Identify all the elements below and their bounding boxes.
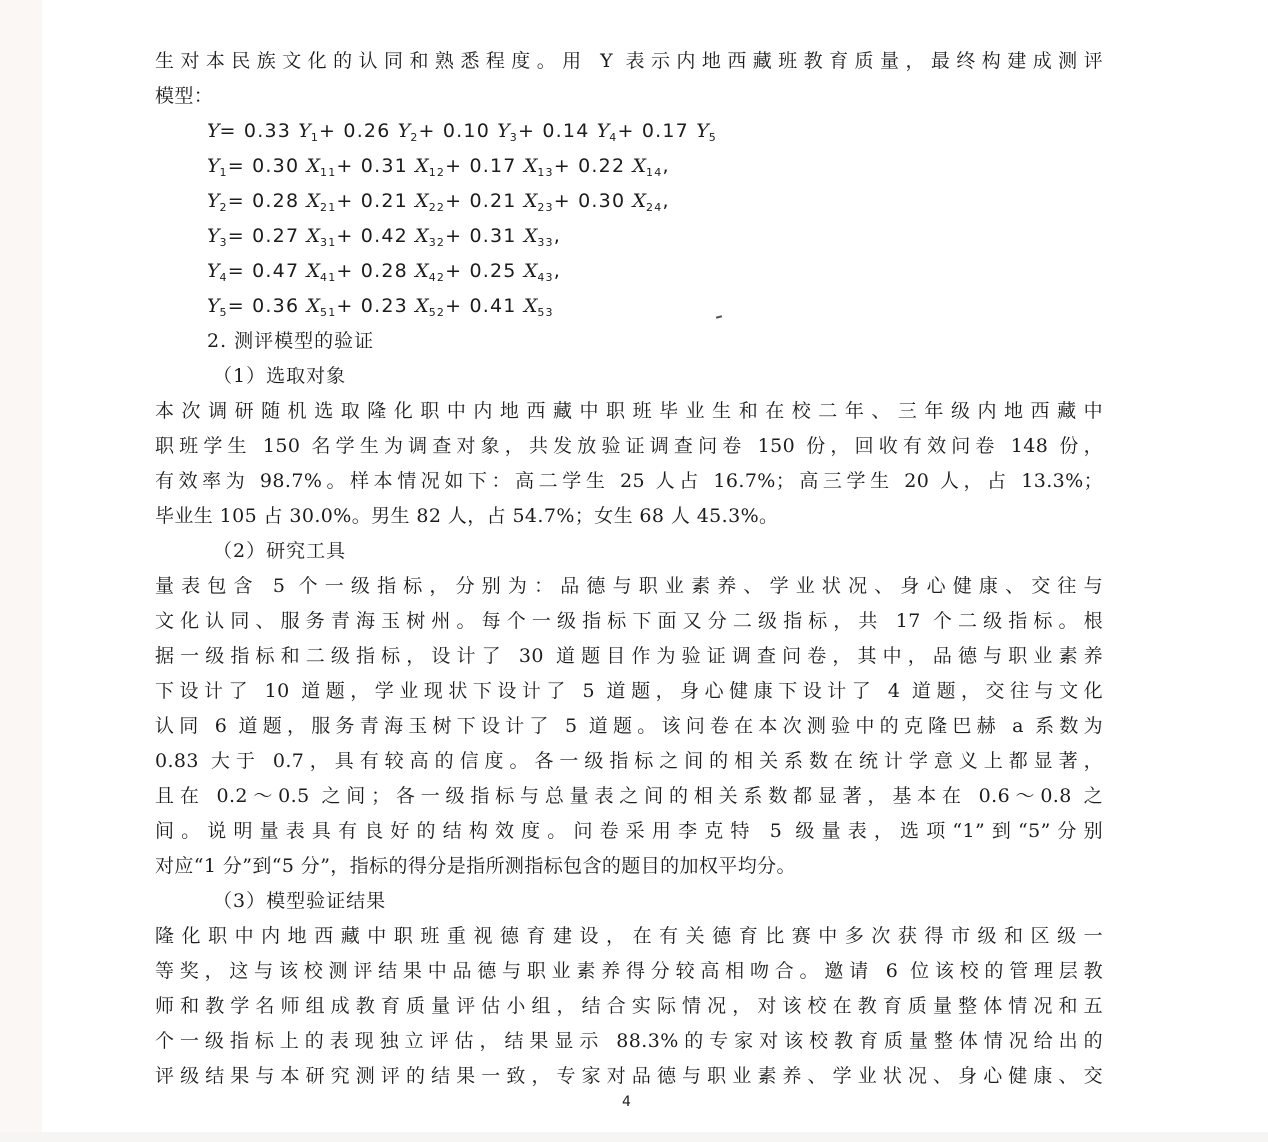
- formula-variable: X: [523, 190, 538, 212]
- formula-variable-subscript: 32: [428, 236, 446, 249]
- formula-coefficient: 0.22: [578, 155, 626, 177]
- paragraph-line: 间。说明量表具有良好的结构效度。问卷采用李克特 5 级量表，选项“1”到“5”分别: [155, 820, 1103, 842]
- formula-coefficient: 0.47: [252, 260, 300, 282]
- formula-variable: X: [523, 225, 538, 247]
- formula-line: $Y_2= 0.28$ $X_{21}+ 0.21$ $X_{22}+ 0.21$ $X_{23}+ 0.30$ $X_{24}$,: [207, 190, 670, 214]
- subsection-2-heading: （2）研究工具: [213, 540, 347, 562]
- formula-variable: X: [306, 260, 321, 282]
- formula-coefficient: 0.14: [542, 120, 590, 142]
- formula-line: $Y_5= 0.36$ $X_{51}+ 0.23$ $X_{52}+ 0.41$ $X_{53}$: [207, 295, 554, 319]
- formula-coefficient: 0.25: [469, 260, 517, 282]
- formula-variable-subscript: 13: [537, 166, 554, 179]
- subsection-1-heading: （1）选取对象: [213, 365, 347, 387]
- paragraph-line: 0.83 大于 0.7，具有较高的信度。各一级指标之间的相关系数在统计学意义上都显著，: [155, 750, 1103, 772]
- formula-coefficient: 0.28: [252, 190, 300, 212]
- formula-coefficient: 0.10: [442, 120, 490, 142]
- scan-edge-left: [0, 0, 42, 1142]
- paragraph-line: 隆化职中内地西藏中职班重视德育建设，在有关德育比赛中多次获得市级和区级一: [155, 925, 1103, 947]
- paragraph-line: 职班学生 150 名学生为调查对象，共发放验证调查问卷 150 份，回收有效问卷 148 份，: [155, 435, 1103, 457]
- formula-variable-subscript: 3: [509, 131, 518, 144]
- formula-variable-subscript: 42: [428, 271, 446, 284]
- paragraph-line: 文化认同、服务青海玉树州。每个一级指标下面又分二级指标，共 17 个二级指标。根: [155, 610, 1103, 632]
- formula-line: $Y_4= 0.47$ $X_{41}+ 0.28$ $X_{42}+ 0.25$ $X_{43}$,: [207, 260, 562, 284]
- paragraph-line: 等奖，这与该校测评结果中品德与职业素养得分较高相吻合。邀请 6 位该校的管理层教: [155, 960, 1103, 982]
- formula-lhs-subscript: 5: [219, 306, 228, 319]
- formula-variable: X: [306, 225, 321, 247]
- formula-variable-subscript: 14: [646, 166, 663, 179]
- formula-coefficient: 0.30: [252, 155, 300, 177]
- formula-coefficient: 0.26: [343, 120, 391, 142]
- formula-variable: X: [415, 190, 429, 212]
- formula-variable: X: [415, 155, 429, 177]
- formula-coefficient: 0.23: [360, 295, 408, 317]
- formula-variable: Y: [397, 120, 411, 142]
- formula-lhs-subscript: 3: [219, 236, 228, 249]
- formula-coefficient: 0.36: [252, 295, 300, 317]
- subsection-3-heading: （3）模型验证结果: [213, 890, 387, 912]
- formula-variable: X: [523, 260, 538, 282]
- formula-coefficient: 0.31: [360, 155, 408, 177]
- formula-variable: Y: [696, 120, 709, 142]
- formula-variable-subscript: 53: [537, 306, 554, 319]
- formula-lhs-subscript: 2: [219, 201, 228, 214]
- paragraph-line: 对应“1 分”到“5 分”，指标的得分是指所测指标包含的题目的加权平均分。: [155, 855, 796, 877]
- formula-variable-subscript: 1: [310, 131, 320, 144]
- formula-end-punctuation: ,: [662, 155, 670, 177]
- formula-variable: Y: [596, 120, 610, 142]
- paragraph-line: 本次调研随机选取隆化职中内地西藏中职班毕业生和在校二年、三年级内地西藏中: [155, 400, 1103, 422]
- intro-line-2: 模型：: [155, 85, 214, 107]
- paragraph-line: 且在 0.2～0.5 之间；各一级指标与总量表之间的相关系数都显著，基本在 0.6～0.8 之: [155, 785, 1103, 807]
- paragraph-line: 量表包含 5 个一级指标，分别为：品德与职业素养、学业状况、身心健康、交往与: [155, 575, 1103, 597]
- formula-variable-subscript: 4: [609, 131, 618, 144]
- formula-variable: X: [415, 295, 429, 317]
- formula-lhs: Y: [207, 295, 220, 317]
- formula-coefficient: 0.21: [469, 190, 517, 212]
- formula-coefficient: 0.21: [360, 190, 408, 212]
- page-number: 4: [622, 1094, 631, 1110]
- paragraph-line: 个一级指标上的表现独立评估，结果显示 88.3%的专家对该校教育质量整体情况给出的: [155, 1030, 1103, 1052]
- formula-variable: X: [632, 190, 647, 212]
- formula-coefficient: 0.42: [360, 225, 408, 247]
- formula-coefficient: 0.28: [360, 260, 408, 282]
- formula-variable: Y: [497, 120, 510, 142]
- formula-coefficient: 0.41: [469, 295, 517, 317]
- formula-variable-subscript: 41: [320, 271, 337, 284]
- formula-variable: Y: [298, 120, 311, 142]
- formula-variable-subscript: 22: [428, 201, 446, 214]
- formula-line: $Y_3= 0.27$ $X_{31}+ 0.42$ $X_{32}+ 0.31$ $X_{33}$,: [207, 225, 562, 249]
- formula-coefficient: 0.17: [641, 120, 689, 142]
- formula-coefficient: 0.31: [469, 225, 517, 247]
- formula-variable-subscript: 23: [537, 201, 554, 214]
- formula-variable-subscript: 12: [428, 166, 446, 179]
- formula-coefficient: 0.17: [469, 155, 517, 177]
- formula-variable-subscript: 2: [410, 131, 419, 144]
- formula-variable: X: [306, 295, 321, 317]
- formula-variable-subscript: 11: [320, 166, 337, 179]
- formula-lhs: Y: [207, 120, 220, 142]
- formula-variable-subscript: 43: [537, 271, 554, 284]
- formula-variable-subscript: 5: [708, 131, 717, 144]
- formula-lhs-subscript: 1: [219, 166, 228, 179]
- formula-variable: X: [306, 155, 321, 177]
- formula-lhs: Y: [207, 225, 220, 247]
- intro-line-1: 生对本民族文化的认同和熟悉程度。用 Y 表示内地西藏班教育质量，最终构建成测评: [155, 50, 1103, 72]
- formula-variable: X: [306, 190, 321, 212]
- formula-lhs: Y: [207, 155, 220, 177]
- formula-variable-subscript: 51: [320, 306, 337, 319]
- formula-variable: X: [632, 155, 647, 177]
- paragraph-line: 有效率为 98.7%。样本情况如下：高二学生 25 人占 16.7%；高三学生 20 人，占 13.3%；: [155, 470, 1103, 492]
- section-heading: 2. 测评模型的验证: [207, 330, 375, 352]
- formula-coefficient: 0.27: [252, 225, 300, 247]
- paragraph-line: 认同 6 道题，服务青海玉树下设计了 5 道题。该问卷在本次测验中的克隆巴赫 a 系数为: [155, 715, 1103, 737]
- formula-variable: X: [415, 260, 429, 282]
- formula-lhs-subscript: 4: [219, 271, 228, 284]
- scan-edge-bottom: [0, 1132, 1268, 1142]
- formula-lhs: Y: [207, 260, 220, 282]
- formula-end-punctuation: ,: [553, 225, 562, 247]
- formula-line: Y= 0.33 $Y_1+ 0.26$ $Y_2+ 0.10$ $Y_3+ 0.14$ $Y_4+ 0.17$ $Y_5$: [207, 120, 717, 144]
- formula-variable-subscript: 21: [320, 201, 337, 214]
- paragraph-line: 下设计了 10 道题，学业现状下设计了 5 道题，身心健康下设计了 4 道题，交往与文化: [155, 680, 1103, 702]
- formula-variable-subscript: 52: [428, 306, 446, 319]
- paragraph-line: 评级结果与本研究测评的结果一致，专家对品德与职业素养、学业状况、身心健康、交: [155, 1065, 1103, 1087]
- paragraph-line: 毕业生 105 占 30.0%。男生 82 人，占 54.7%；女生 68 人 45.3%。: [155, 505, 779, 527]
- formula-variable: X: [523, 295, 538, 317]
- formula-coefficient: 0.30: [578, 190, 626, 212]
- formula-end-punctuation: ,: [553, 260, 562, 282]
- formula-variable-subscript: 31: [320, 236, 337, 249]
- formula-variable-subscript: 33: [537, 236, 554, 249]
- formula-variable-subscript: 24: [646, 201, 663, 214]
- formula-variable: X: [523, 155, 538, 177]
- scan-speck: [716, 315, 722, 318]
- formula-end-punctuation: ,: [662, 190, 670, 212]
- formula-lhs: Y: [207, 190, 220, 212]
- formula-coefficient: 0.33: [243, 120, 292, 142]
- paragraph-line: 师和教学名师组成教育质量评估小组，结合实际情况，对该校在教育质量整体情况和五: [155, 995, 1103, 1017]
- paragraph-line: 据一级指标和二级指标，设计了 30 道题目作为验证调查问卷，其中，品德与职业素养: [155, 645, 1103, 667]
- formula-line: $Y_1= 0.30$ $X_{11}+ 0.31$ $X_{12}+ 0.17$ $X_{13}+ 0.22$ $X_{14}$,: [207, 155, 670, 179]
- formula-variable: X: [415, 225, 429, 247]
